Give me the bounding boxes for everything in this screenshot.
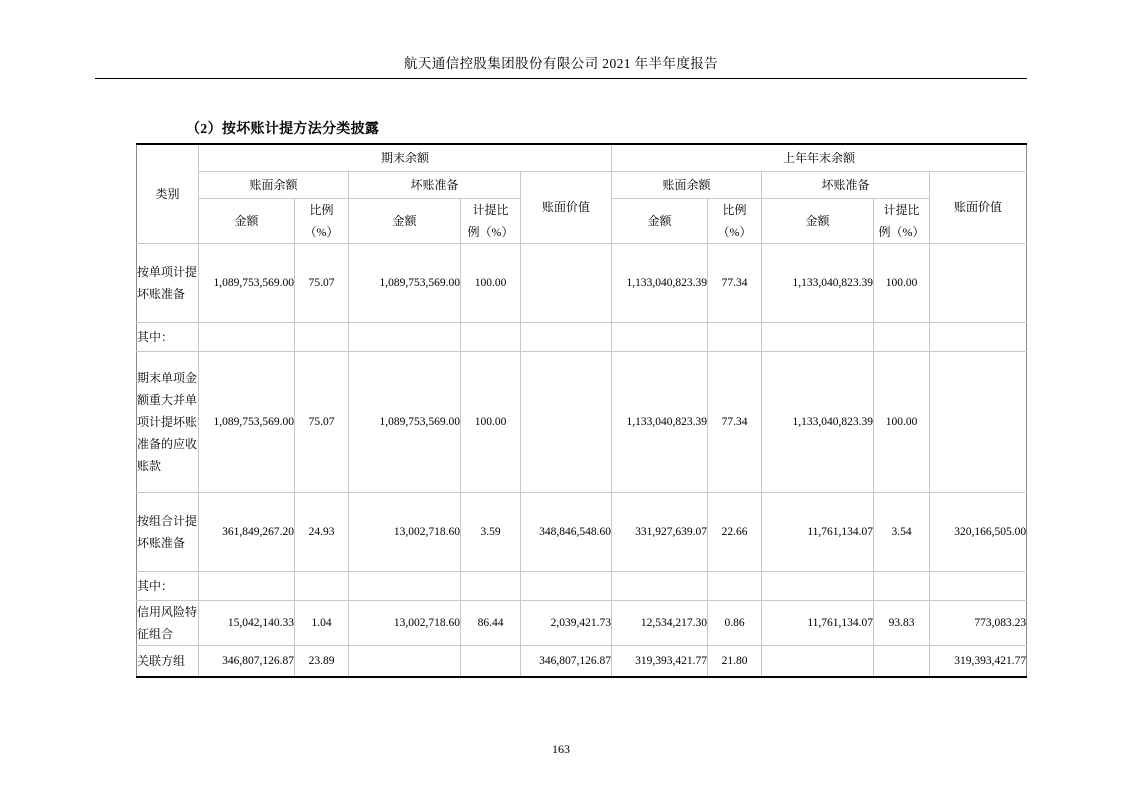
row-end-provision bbox=[349, 646, 461, 678]
row-prior-provision-ratio bbox=[874, 572, 930, 601]
row-end-value bbox=[521, 323, 612, 352]
row-prior-amount: 331,927,639.07 bbox=[612, 493, 708, 572]
row-prior-value: 773,083.23 bbox=[930, 601, 1027, 646]
row-end-value: 2,039,421.73 bbox=[521, 601, 612, 646]
page-number: 163 bbox=[552, 742, 570, 756]
row-end-provision-ratio: 86.44 bbox=[461, 601, 521, 646]
row-label: 其中： bbox=[137, 572, 199, 601]
row-prior-amount: 1,133,040,823.39 bbox=[612, 352, 708, 493]
row-prior-provision bbox=[762, 646, 874, 678]
header-ratio-end: 比例 （%） bbox=[295, 199, 349, 244]
row-prior-provision: 1,133,040,823.39 bbox=[762, 352, 874, 493]
row-prior-amount: 1,133,040,823.39 bbox=[612, 244, 708, 323]
row-end-amount: 346,807,126.87 bbox=[199, 646, 295, 678]
row-end-amount: 1,089,753,569.00 bbox=[199, 244, 295, 323]
row-label: 关联方组 bbox=[137, 646, 199, 678]
row-prior-provision-ratio bbox=[874, 323, 930, 352]
header-divider bbox=[95, 78, 1027, 79]
header-prior-year-end: 上年年末余额 bbox=[612, 144, 1027, 172]
row-end-provision-ratio: 100.00 bbox=[461, 352, 521, 493]
row-end-ratio: 24.93 bbox=[295, 493, 349, 572]
header-period-end: 期末余额 bbox=[199, 144, 612, 172]
header-book-value-end: 账面价值 bbox=[521, 172, 612, 244]
header-book-value-prior: 账面价值 bbox=[930, 172, 1027, 244]
header-category: 类别 bbox=[137, 144, 199, 244]
row-end-ratio bbox=[295, 323, 349, 352]
row-end-provision-ratio bbox=[461, 646, 521, 678]
row-prior-value: 319,393,421.77 bbox=[930, 646, 1027, 678]
row-end-amount: 1,089,753,569.00 bbox=[199, 352, 295, 493]
header-provision-prior: 坏账准备 bbox=[762, 172, 930, 199]
row-prior-provision-ratio: 3.54 bbox=[874, 493, 930, 572]
header-provision-amount-prior: 金额 bbox=[762, 199, 874, 244]
bad-debt-classification-table bbox=[136, 143, 1027, 678]
row-label: 按组合计提坏账准备 bbox=[137, 493, 199, 572]
row-prior-amount bbox=[612, 323, 708, 352]
row-label: 按单项计提坏账准备 bbox=[137, 244, 199, 323]
row-end-provision: 13,002,718.60 bbox=[349, 601, 461, 646]
row-end-provision: 1,089,753,569.00 bbox=[349, 352, 461, 493]
row-prior-amount bbox=[612, 572, 708, 601]
row-prior-value bbox=[930, 244, 1027, 323]
section-title: （2）按坏账计提方法分类披露 bbox=[186, 122, 380, 137]
row-prior-ratio: 21.80 bbox=[708, 646, 762, 678]
row-prior-value bbox=[930, 572, 1027, 601]
row-end-value bbox=[521, 572, 612, 601]
row-end-provision-ratio: 3.59 bbox=[461, 493, 521, 572]
table-row bbox=[137, 646, 1027, 678]
row-prior-ratio: 77.34 bbox=[708, 352, 762, 493]
row-end-ratio: 23.89 bbox=[295, 646, 349, 678]
table-row bbox=[137, 244, 1027, 323]
row-end-provision-ratio bbox=[461, 323, 521, 352]
header-book-balance-end: 账面余额 bbox=[199, 172, 349, 199]
header-provision-end: 坏账准备 bbox=[349, 172, 521, 199]
header-provision-ratio-end: 计提比 例（%） bbox=[461, 199, 521, 244]
row-prior-amount: 12,534,217.30 bbox=[612, 601, 708, 646]
row-prior-provision-ratio: 100.00 bbox=[874, 352, 930, 493]
row-end-value bbox=[521, 352, 612, 493]
row-end-provision: 1,089,753,569.00 bbox=[349, 244, 461, 323]
header-amount-end: 金额 bbox=[199, 199, 295, 244]
row-end-provision: 13,002,718.60 bbox=[349, 493, 461, 572]
row-end-amount: 361,849,267.20 bbox=[199, 493, 295, 572]
row-end-amount: 15,042,140.33 bbox=[199, 601, 295, 646]
row-prior-provision bbox=[762, 572, 874, 601]
row-prior-provision-ratio: 93.83 bbox=[874, 601, 930, 646]
row-label: 其中： bbox=[137, 323, 199, 352]
row-prior-value bbox=[930, 352, 1027, 493]
row-prior-provision: 1,133,040,823.39 bbox=[762, 244, 874, 323]
row-end-ratio: 75.07 bbox=[295, 352, 349, 493]
table-row bbox=[137, 601, 1027, 646]
table-container bbox=[136, 143, 1027, 678]
row-end-value: 348,846,548.60 bbox=[521, 493, 612, 572]
row-end-provision bbox=[349, 572, 461, 601]
row-prior-provision: 11,761,134.07 bbox=[762, 601, 874, 646]
table-row bbox=[137, 572, 1027, 601]
row-prior-provision-ratio: 100.00 bbox=[874, 244, 930, 323]
row-end-value bbox=[521, 244, 612, 323]
row-prior-provision bbox=[762, 323, 874, 352]
row-prior-provision: 11,761,134.07 bbox=[762, 493, 874, 572]
row-end-ratio bbox=[295, 572, 349, 601]
row-end-provision bbox=[349, 323, 461, 352]
row-label: 期末单项金额重大并单项计提坏账准备的应收账款 bbox=[137, 352, 199, 493]
row-prior-value bbox=[930, 323, 1027, 352]
row-end-value: 346,807,126.87 bbox=[521, 646, 612, 678]
header-amount-prior: 金额 bbox=[612, 199, 708, 244]
row-end-provision-ratio bbox=[461, 572, 521, 601]
row-label: 信用风险特征组合 bbox=[137, 601, 199, 646]
row-end-amount bbox=[199, 572, 295, 601]
table-header-row-2 bbox=[137, 172, 1027, 199]
row-prior-ratio bbox=[708, 323, 762, 352]
header-provision-amount-end: 金额 bbox=[349, 199, 461, 244]
header-book-balance-prior: 账面余额 bbox=[612, 172, 762, 199]
row-prior-provision-ratio bbox=[874, 646, 930, 678]
row-end-amount bbox=[199, 323, 295, 352]
row-end-ratio: 75.07 bbox=[295, 244, 349, 323]
table-row bbox=[137, 493, 1027, 572]
header-provision-ratio-prior: 计提比 例（%） bbox=[874, 199, 930, 244]
row-prior-ratio: 0.86 bbox=[708, 601, 762, 646]
row-prior-amount: 319,393,421.77 bbox=[612, 646, 708, 678]
row-prior-ratio: 22.66 bbox=[708, 493, 762, 572]
row-prior-ratio bbox=[708, 572, 762, 601]
row-prior-value: 320,166,505.00 bbox=[930, 493, 1027, 572]
table-header-row-1 bbox=[137, 144, 1027, 172]
running-header: 航天通信控股集团股份有限公司 2021 年半年度报告 bbox=[403, 56, 719, 71]
table-row bbox=[137, 352, 1027, 493]
header-ratio-prior: 比例 （%） bbox=[708, 199, 762, 244]
row-end-provision-ratio: 100.00 bbox=[461, 244, 521, 323]
row-prior-ratio: 77.34 bbox=[708, 244, 762, 323]
table-row bbox=[137, 323, 1027, 352]
row-end-ratio: 1.04 bbox=[295, 601, 349, 646]
